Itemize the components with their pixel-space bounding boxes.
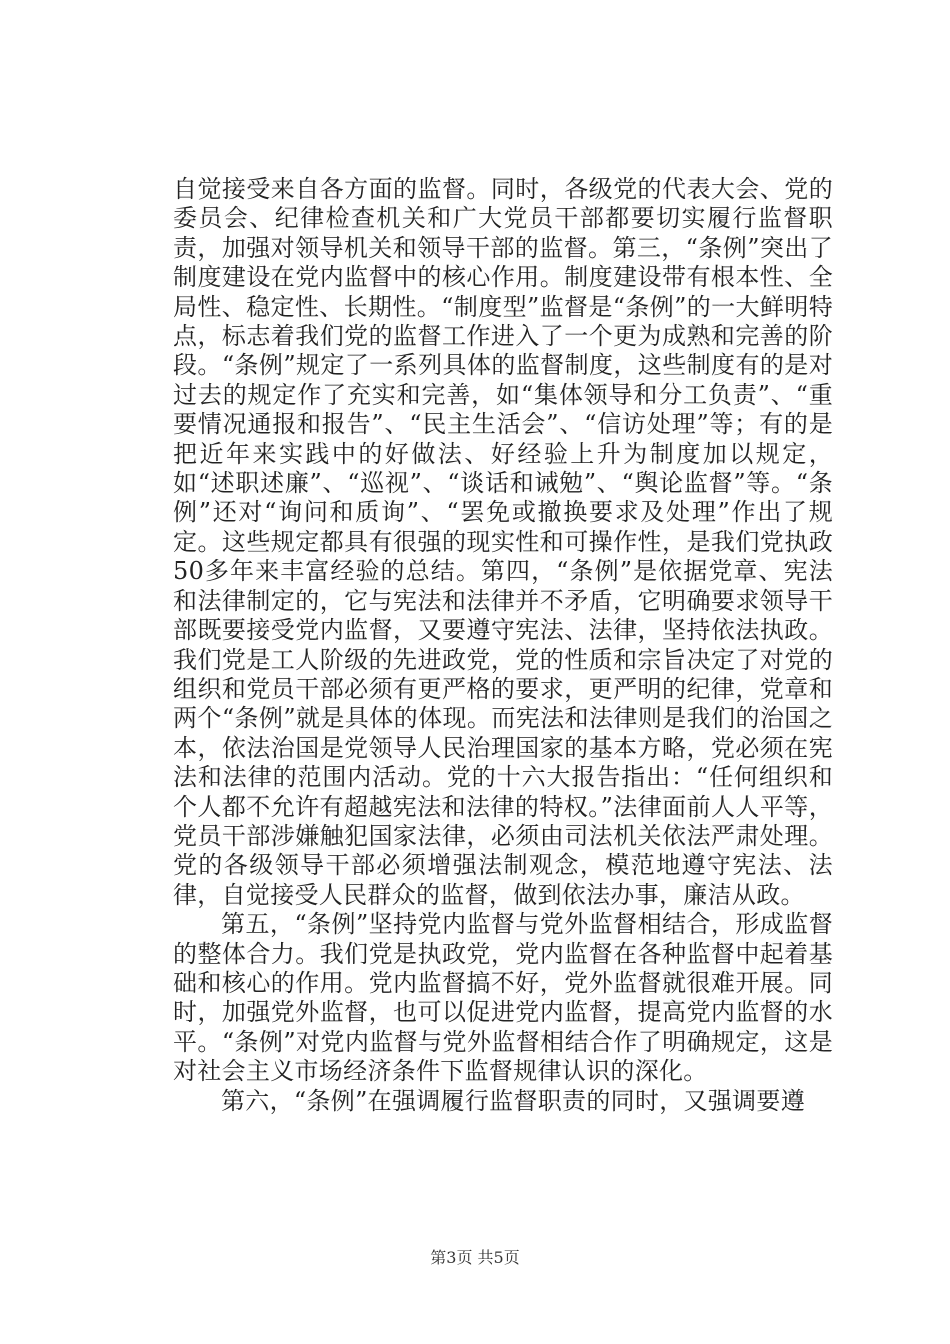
paragraph-1: 自觉接受来自各方面的监督。同时，各级党的代表大会、党的委员会、纪律检查机关和广大党员干部都要切实履行监督职责，加强对领导机关和领导干部的监督。第三，“条例”突出了制度建设在党内监督中的核心作用。制度建设带有根本性、全局性、稳定性、长期性。“制度型”监督是“条例”的一大鲜明特点，标志着我们党的监督工作进入了一个更为成熟和完善的阶段。“条例”规定了一系列具体的监督制度，这些制度有的是对过去的规定作了充实和完善，如“集体领导和分工负责”、“重要情况通报和报告”、“民主生活会”、“信访处理”等；有的是把近年来实践中的好做法、好经验上升为制度加以规定，如“述职述廉”、“巡视”、“谈话和诫勉”、“舆论监督”等。“条例”还对“询问和质询”、“罢免或撤换要求及处理”作出了规定。这些规定都具有很强的现实性和可操作性，是我们党执政50多年来丰富经验的总结。第四，“条例”是依据党章、宪法和法律制定的，它与宪法和法律并不矛盾，它明确要求领导干部既要接受党内监督，又要遵守宪法、法律，坚持依法执政。我们党是工人阶级的先进政党，党的性质和宗旨决定了对党的组织和党员干部必须有更严格的要求，更严明的纪律，党章和两个“条例”就是具体的体现。而宪法和法律则是我们的治国之本，依法治国是党领导人民治理国家的基本方略，党必须在宪法和法律的范围内活动。党的十六大报告指出：“任何组织和个人都不允许有超越宪法和法律的特权。”法律面前人人平等，党员干部涉嫌触犯国家法律，必须由司法机关依法严肃处理。党的各级领导干部必须增强法制观念，模范地遵守宪法、法律，自觉接受人民群众的监督，做到依法办事，廉洁从政。 (173, 175, 833, 909)
page-footer: 第3页 共5页 (430, 1248, 520, 1267)
body-text (173, 175, 833, 1116)
paragraph-3: 第六，“条例”在强调履行监督职责的同时，又强调要遵 (221, 1086, 806, 1115)
paragraph-2: 第五，“条例”坚持党内监督与党外监督相结合，形成监督的整体合力。我们党是执政党，党内监督在各种监督中起着基础和核心的作用。党内监督搞不好，党外监督就很难开展。同时，加强党外监督，也可以促进党内监督，提高党内监督的水平。“条例”对党内监督与党外监督相结合作了明确规定，这是对社会主义市场经济条件下监督规律认识的深化。 (173, 910, 833, 1086)
